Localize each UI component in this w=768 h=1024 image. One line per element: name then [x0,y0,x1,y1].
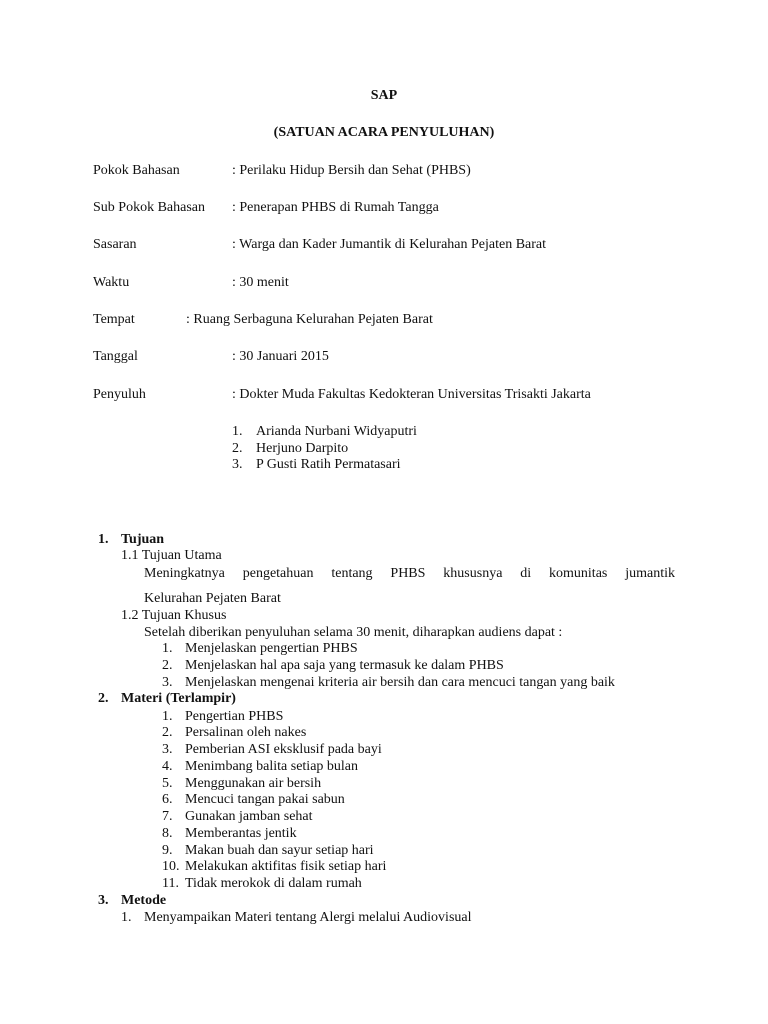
section-number-tujuan: 1. [98,532,109,547]
subsection-heading-tujuan-utama: 1.1 Tujuan Utama [121,548,222,563]
list-item-number: 1. [121,910,132,925]
list-item-number: 3. [162,742,173,757]
tujuan-utama-text-continued: Kelurahan Pejaten Barat [144,591,281,606]
document-title: SAP [370,88,398,103]
info-value-penyuluh: : Dokter Muda Fakultas Kedokteran Universitas Trisakti Jakarta [232,387,591,402]
info-label-waktu: Waktu [93,275,130,290]
info-label-sasaran: Sasaran [93,237,137,252]
list-item: Menjelaskan hal apa saja yang termasuk ke dalam PHBS [185,658,504,673]
tujuan-khusus-intro: Setelah diberikan penyuluhan selama 30 menit, diharapkan audiens dapat : [144,625,563,640]
info-label-penyuluh: Penyuluh [93,387,146,402]
list-item-number: 10. [162,859,180,874]
list-item-number: 9. [162,843,173,858]
subsection-heading-tujuan-khusus: 1.2 Tujuan Khusus [121,608,227,623]
list-item: Menyampaikan Materi tentang Alergi melalui Audiovisual [144,910,472,925]
list-item-number: 6. [162,792,173,807]
list-item: Tidak merokok di dalam rumah [185,876,362,891]
list-item: Pengertian PHBS [185,709,284,724]
tujuan-utama-text: Meningkatnya pengetahuan tentang PHBS khususnya di komunitas jumantik [144,566,675,581]
info-label-pokok-bahasan: Pokok Bahasan [93,163,180,178]
info-label-sub-pokok-bahasan: Sub Pokok Bahasan [93,200,205,215]
list-item-number: 2. [162,725,173,740]
list-item: Melakukan aktifitas fisik setiap hari [185,859,387,874]
penyuluh-number: 2. [232,441,243,456]
penyuluh-name: Herjuno Darpito [256,441,349,456]
list-item: Menjelaskan pengertian PHBS [185,641,358,656]
section-heading-materi: Materi (Terlampir) [121,691,236,706]
info-value-waktu: : 30 menit [232,275,289,290]
list-item-number: 4. [162,759,173,774]
list-item: Menimbang balita setiap bulan [185,759,359,774]
info-label-tempat: Tempat [93,312,135,327]
penyuluh-number: 1. [232,424,243,439]
list-item: Memberantas jentik [185,826,297,841]
list-item-number: 1. [162,641,173,656]
info-label-tanggal: Tanggal [93,349,138,364]
document-subtitle: (SATUAN ACARA PENYULUHAN) [273,125,495,140]
info-value-sasaran: : Warga dan Kader Jumantik di Kelurahan Pejaten Barat [232,237,547,252]
info-value-tempat: : Ruang Serbaguna Kelurahan Pejaten Barat [186,312,433,327]
section-number-metode: 3. [98,893,109,908]
penyuluh-name: Arianda Nurbani Widyaputri [256,424,417,439]
section-heading-metode: Metode [121,893,167,908]
list-item-number: 1. [162,709,173,724]
section-heading-tujuan: Tujuan [121,532,165,547]
section-number-materi: 2. [98,691,109,706]
penyuluh-name: P Gusti Ratih Permatasari [256,457,401,472]
list-item-number: 7. [162,809,173,824]
list-item-number: 8. [162,826,173,841]
list-item-number: 3. [162,675,173,690]
info-value-sub-pokok-bahasan: : Penerapan PHBS di Rumah Tangga [232,200,439,215]
list-item: Gunakan jamban sehat [185,809,313,824]
info-value-tanggal: : 30 Januari 2015 [232,349,329,364]
list-item: Mencuci tangan pakai sabun [185,792,345,807]
info-value-pokok-bahasan: : Perilaku Hidup Bersih dan Sehat (PHBS) [232,163,471,178]
list-item-number: 2. [162,658,173,673]
penyuluh-number: 3. [232,457,243,472]
list-item: Pemberian ASI eksklusif pada bayi [185,742,382,757]
list-item-number: 11. [162,876,179,891]
list-item-number: 5. [162,776,173,791]
list-item: Menjelaskan mengenai kriteria air bersih dan cara mencuci tangan yang baik [185,675,615,690]
list-item: Menggunakan air bersih [185,776,322,791]
list-item: Persalinan oleh nakes [185,725,307,740]
list-item: Makan buah dan sayur setiap hari [185,843,374,858]
